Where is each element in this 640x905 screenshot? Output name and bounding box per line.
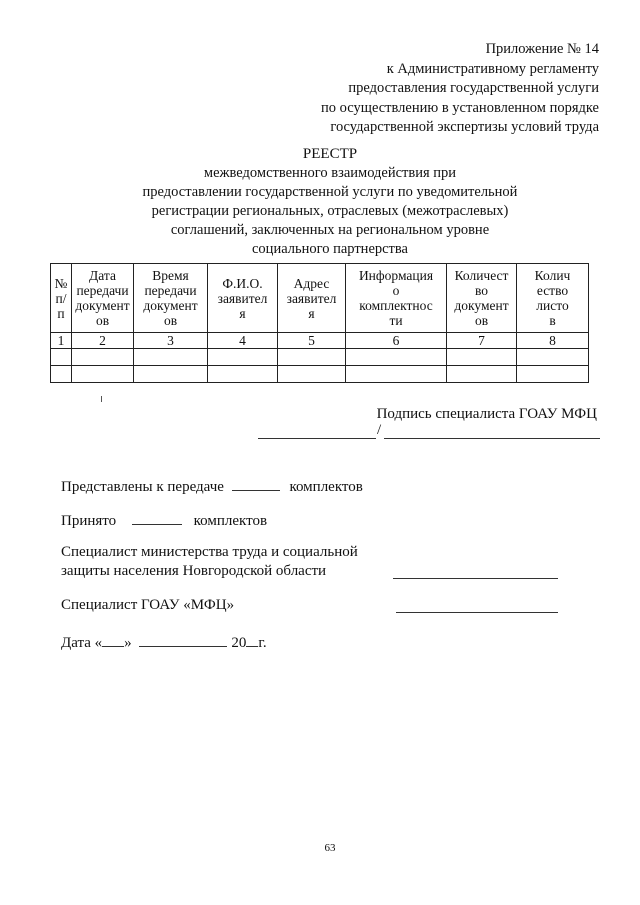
accepted-unit: комплектов (193, 513, 268, 529)
accepted-label: Принято (61, 513, 117, 529)
appendix-line: предоставления государственной услуги (348, 80, 599, 96)
date-suffix: г. (258, 635, 267, 651)
presented-label: Представлены к передаче (61, 479, 224, 495)
column-number: 6 (346, 333, 447, 349)
registry-table (50, 263, 589, 383)
mfc-specialist-label: Специалист ГОАУ «МФЦ» (61, 597, 235, 613)
stray-mark (101, 396, 102, 402)
presented-row (61, 477, 363, 496)
column-number: 1 (51, 333, 72, 349)
table-row (51, 349, 589, 366)
mfc-specialist-signature-line[interactable] (396, 612, 558, 613)
table-cell[interactable] (72, 349, 134, 366)
header-text: в (549, 313, 556, 328)
date-prefix: Дата « (61, 635, 103, 651)
table-cell[interactable] (51, 349, 72, 366)
header-text: Адрес (293, 275, 330, 291)
header-applicant-name (208, 264, 278, 333)
page-number: 63 (324, 842, 336, 854)
registry-subtitle-line: межведомственного взаимодействия при (203, 165, 457, 181)
header-completeness-info (346, 264, 447, 333)
signature-label: Подпись специалиста ГОАУ МФЦ (376, 406, 597, 422)
table-cell[interactable] (346, 349, 447, 366)
date-quote: » (124, 635, 132, 651)
signature-name-line[interactable] (384, 438, 600, 439)
registry-subtitle (0, 164, 640, 259)
header-text: п/ (55, 290, 67, 306)
header-applicant-address (278, 264, 346, 333)
header-text: Время (152, 268, 189, 283)
column-number: 2 (72, 333, 134, 349)
appendix-line: к Административному регламенту (386, 60, 599, 77)
header-sheet-count (517, 264, 589, 333)
table-cell[interactable] (278, 349, 346, 366)
header-document-count (447, 264, 517, 333)
ministry-specialist-line2: защиты населения Новгородской области (61, 563, 327, 579)
table-cell[interactable] (517, 366, 589, 383)
registry-subtitle-line: соглашений, заключенных на региональном уровне (170, 222, 490, 238)
accepted-count-field[interactable] (132, 511, 182, 525)
header-text: документ (143, 298, 198, 313)
column-number: 7 (447, 333, 517, 349)
header-text: Колич (534, 268, 571, 283)
presented-count-field[interactable] (232, 477, 280, 491)
header-text: документ (75, 298, 130, 313)
table-cell[interactable] (208, 349, 278, 366)
table-cell[interactable] (72, 366, 134, 383)
header-transfer-date (72, 264, 134, 333)
column-number: 5 (278, 333, 346, 349)
header-text: передачи (144, 283, 197, 298)
signature-slash: / (377, 422, 382, 438)
header-text: Информация (358, 268, 434, 283)
header-text: я (308, 305, 315, 321)
table-cell[interactable] (517, 349, 589, 366)
header-text: ти (389, 313, 403, 328)
table-cell[interactable] (447, 366, 517, 383)
header-transfer-time (134, 264, 208, 333)
table-cell[interactable] (134, 349, 208, 366)
signature-line[interactable] (258, 438, 376, 439)
appendix-line: государственной экспертизы условий труда (330, 119, 599, 135)
header-text: Дата (89, 268, 116, 283)
appendix-header (321, 40, 599, 138)
header-text: заявител (286, 290, 337, 306)
table-cell[interactable] (447, 349, 517, 366)
table-cell[interactable] (278, 366, 346, 383)
accepted-row (61, 511, 267, 530)
header-text: ество (536, 283, 569, 298)
ministry-specialist-signature-line[interactable] (393, 578, 558, 579)
table-number-row (51, 333, 589, 349)
header-text: ов (474, 313, 489, 328)
header-number (51, 264, 72, 333)
table-cell[interactable] (346, 366, 447, 383)
table-header-row (51, 264, 589, 333)
registry-title: РЕЕСТР (302, 146, 358, 162)
appendix-line: по осуществлению в установленном порядке (321, 99, 599, 116)
table-cell[interactable] (208, 366, 278, 383)
date-year-prefix: 20 (231, 635, 247, 651)
ministry-specialist-line1: Специалист министерства труда и социальной (61, 544, 358, 560)
column-number: 3 (134, 333, 208, 349)
table-cell[interactable] (51, 366, 72, 383)
date-month-field[interactable] (139, 633, 227, 647)
registry-subtitle-line: социального партнерства (252, 241, 408, 257)
header-text: ов (163, 313, 178, 328)
column-number: 8 (517, 333, 589, 349)
header-text: во (474, 283, 489, 298)
header-text: № (54, 275, 68, 291)
date-year-field[interactable] (246, 633, 258, 647)
header-text: документ (454, 298, 509, 313)
table-cell[interactable] (134, 366, 208, 383)
header-text: Количест (454, 268, 509, 283)
appendix-line: Приложение № 14 (485, 41, 599, 57)
header-text: Ф.И.О. (222, 275, 263, 291)
header-text: о (392, 283, 400, 298)
date-row (61, 633, 267, 652)
header-text: заявител (217, 290, 268, 306)
header-text: листо (536, 298, 569, 313)
table-row (51, 366, 589, 383)
header-text: я (239, 305, 246, 321)
header-text: п (57, 305, 65, 321)
header-text: ов (95, 313, 110, 328)
registry-subtitle-line: предоставлении государственной услуги по уведомительной (142, 184, 518, 200)
date-day-field[interactable] (102, 633, 124, 647)
registry-subtitle-line: регистрации региональных, отраслевых (межотраслевых) (151, 203, 509, 219)
header-text: передачи (76, 283, 129, 298)
column-number: 4 (208, 333, 278, 349)
presented-unit: комплектов (289, 479, 363, 495)
header-text: комплектнос (359, 298, 433, 313)
